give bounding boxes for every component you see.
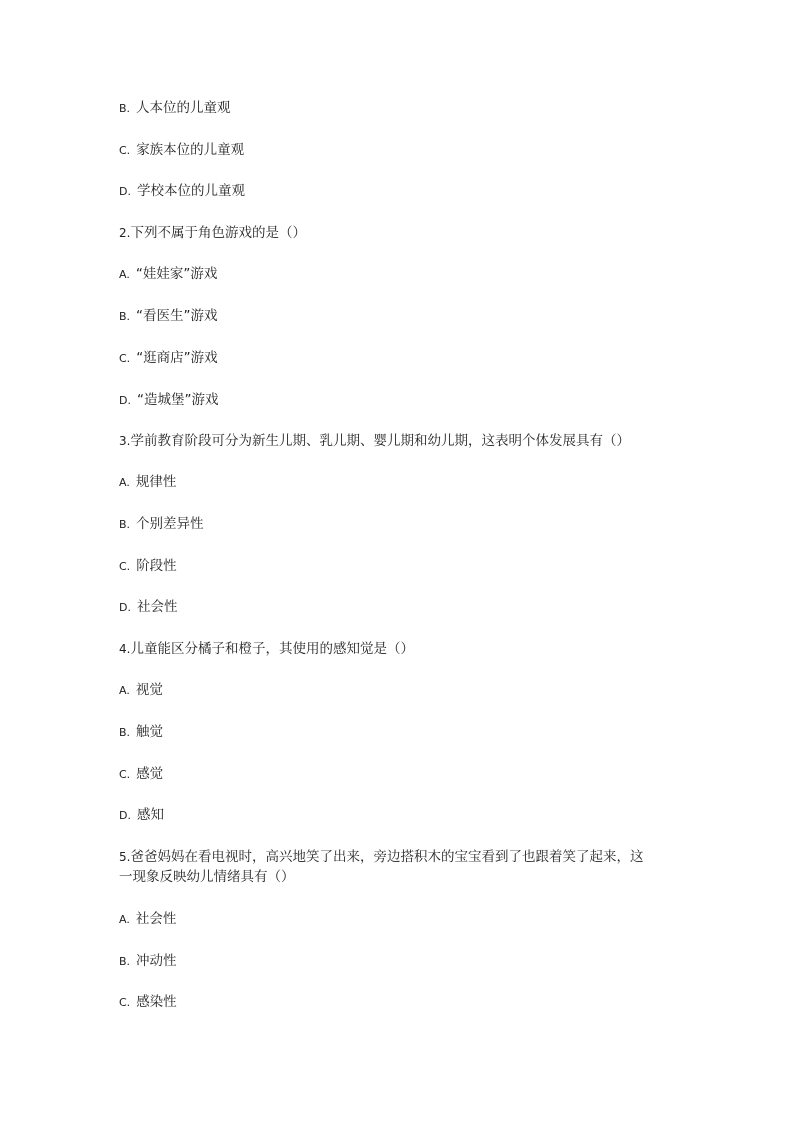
option-c-q1: [119, 139, 679, 162]
option-c-q4: [119, 763, 679, 786]
question-4: [119, 638, 679, 660]
option-b-q2: [119, 305, 679, 328]
option-text: 家族本位的儿童观: [136, 142, 245, 158]
option-d-q1: [119, 180, 679, 203]
question-3: [119, 430, 679, 452]
option-d-q4: [119, 804, 679, 827]
option-letter: D.: [119, 185, 131, 198]
option-letter: A.: [119, 913, 130, 926]
option-c-q2: [119, 347, 679, 370]
option-text: “娃娃家”游戏: [135, 266, 218, 282]
question-text-line-2: 一现象反映幼儿情绪具有（）: [119, 869, 295, 885]
option-text: 视觉: [135, 682, 163, 698]
option-letter: B.: [119, 310, 131, 323]
option-b-q4: [119, 721, 679, 744]
option-c-q5: [119, 991, 679, 1014]
option-letter: C.: [119, 768, 131, 781]
option-letter: B.: [119, 955, 131, 968]
question-text: 下列不属于角色游戏的是（）: [130, 225, 306, 241]
question-5: [119, 846, 679, 868]
option-text: 感知: [136, 807, 164, 823]
question-text: 儿童能区分橘子和橙子，其使用的感知觉是（）: [130, 641, 414, 657]
option-text: 触觉: [136, 724, 164, 740]
option-letter: A.: [119, 476, 130, 489]
option-letter: A.: [119, 268, 130, 281]
option-letter: B.: [119, 726, 131, 739]
question-number: 4.: [119, 642, 131, 656]
question-2: [119, 222, 679, 244]
question-number: 5.: [119, 850, 131, 864]
question-5-continued: [119, 866, 679, 888]
option-d-q3: [119, 596, 679, 619]
option-letter: B.: [119, 102, 131, 115]
option-text: 感染性: [136, 994, 177, 1010]
option-text: 感觉: [136, 766, 164, 782]
option-a-q3: [119, 471, 679, 494]
option-text: “看医生”游戏: [136, 308, 218, 324]
option-letter: B.: [119, 518, 131, 531]
question-text: 学前教育阶段可分为新生儿期、乳儿期、婴儿期和幼儿期，这表明个体发展具有（）: [130, 433, 630, 449]
option-text: “造城堡”游戏: [136, 392, 219, 408]
option-text: 学校本位的儿童观: [136, 183, 245, 199]
option-text: 阶段性: [136, 558, 177, 574]
option-c-q3: [119, 555, 679, 578]
option-a-q5: [119, 908, 679, 931]
option-letter: D.: [119, 601, 131, 614]
option-letter: C.: [119, 352, 131, 365]
question-number: 3.: [119, 434, 131, 448]
option-text: 人本位的儿童观: [136, 100, 231, 116]
option-text: 个别差异性: [136, 516, 204, 532]
option-letter: D.: [119, 394, 131, 407]
option-b-q5: [119, 950, 679, 973]
option-text: “逛商店”游戏: [136, 350, 218, 366]
option-a-q4: [119, 679, 679, 702]
option-text: 规律性: [135, 474, 177, 490]
option-b-q3: [119, 513, 679, 536]
option-b-q1: [119, 97, 679, 120]
option-text: 社会性: [136, 599, 178, 615]
option-a-q2: [119, 263, 679, 286]
option-letter: D.: [119, 809, 131, 822]
option-d-q2: [119, 389, 679, 412]
option-letter: C.: [119, 144, 131, 157]
question-text: 爸爸妈妈在看电视时，高兴地笑了出来，旁边搭积木的宝宝看到了也跟着笑了起来，这: [130, 849, 644, 865]
option-letter: C.: [119, 996, 131, 1009]
option-text: 冲动性: [136, 953, 177, 969]
question-number: 2.: [119, 226, 131, 240]
option-letter: C.: [119, 560, 131, 573]
option-letter: A.: [119, 684, 130, 697]
option-text: 社会性: [135, 911, 177, 927]
